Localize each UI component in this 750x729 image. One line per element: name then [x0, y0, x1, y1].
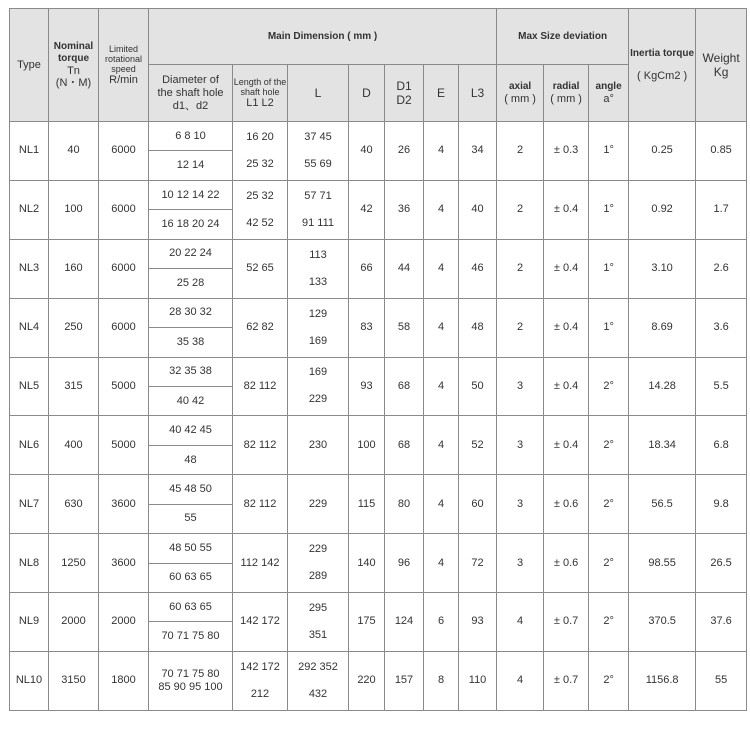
cell-inertia: 0.92 — [629, 180, 696, 239]
cell-D1-D2: 26 — [385, 122, 424, 181]
cell-L-top: 129 — [308, 307, 328, 320]
cell-D: 220 — [349, 651, 385, 710]
cell-angle: 2° — [589, 534, 629, 593]
cell-D1-D2: 68 — [385, 357, 424, 416]
cell-L: 229 — [288, 475, 349, 534]
cell-angle: 2° — [589, 475, 629, 534]
cell-weight: 0.85 — [696, 122, 747, 181]
cell-nominal-torque: 630 — [49, 475, 99, 534]
cell-angle: 2° — [589, 593, 629, 652]
cell-weight: 9.8 — [696, 475, 747, 534]
cell-radial: ± 0.4 — [544, 239, 589, 298]
cell-L — [288, 180, 349, 239]
cell-D1-D2: 157 — [385, 651, 424, 710]
cell-shaft-diameter-top: 48 50 55 — [149, 534, 233, 563]
cell-radial: ± 0.4 — [544, 416, 589, 475]
cell-axial: 3 — [497, 416, 544, 475]
cell-speed: 6000 — [99, 180, 149, 239]
cell-shaft-length: 112 142 — [233, 534, 288, 593]
cell-radial: ± 0.4 — [544, 357, 589, 416]
cell-axial: 4 — [497, 593, 544, 652]
cell-shaft-length — [233, 122, 288, 181]
cell-D: 66 — [349, 239, 385, 298]
cell-E: 4 — [424, 298, 459, 357]
cell-angle: 1° — [589, 298, 629, 357]
table-row — [10, 122, 747, 151]
table-row — [10, 298, 747, 327]
cell-E: 4 — [424, 475, 459, 534]
cell-L-bottom: 169 — [308, 334, 328, 347]
cell-type: NL6 — [10, 416, 49, 475]
cell-L — [288, 593, 349, 652]
cell-shaft-diameter-top: 70 71 75 80 — [149, 651, 233, 680]
cell-inertia: 56.5 — [629, 475, 696, 534]
header-D: D — [349, 65, 385, 122]
cell-speed: 1800 — [99, 651, 149, 710]
cell-D: 42 — [349, 180, 385, 239]
cell-axial: 2 — [497, 298, 544, 357]
header-weight: Weight Kg — [696, 9, 747, 122]
coupling-spec-table — [9, 8, 747, 711]
cell-shaft-diameter-top: 40 42 45 — [149, 416, 233, 445]
cell-D: 100 — [349, 416, 385, 475]
cell-inertia: 1156.8 — [629, 651, 696, 710]
cell-shaft-diameter-top: 6 8 10 — [149, 122, 233, 151]
cell-D1-D2: 80 — [385, 475, 424, 534]
cell-shaft-diameter-bottom: 12 14 — [149, 151, 233, 180]
header-inertia-torque: Inertia torque ( KgCm2 ) — [629, 9, 696, 122]
cell-L-top: 295 — [308, 601, 328, 614]
cell-radial: ± 0.7 — [544, 593, 589, 652]
cell-L3: 93 — [459, 593, 497, 652]
header-axial: axial ( mm ) — [497, 65, 544, 122]
cell-inertia: 0.25 — [629, 122, 696, 181]
cell-shaft-length: 82 112 — [233, 475, 288, 534]
cell-speed: 5000 — [99, 416, 149, 475]
header-L3: L3 — [459, 65, 497, 122]
cell-angle: 1° — [589, 122, 629, 181]
cell-shaft-diameter-top: 60 63 65 — [149, 593, 233, 622]
cell-weight: 1.7 — [696, 180, 747, 239]
cell-axial: 3 — [497, 534, 544, 593]
cell-shaft-length-top: 25 32 — [246, 189, 274, 202]
cell-nominal-torque: 315 — [49, 357, 99, 416]
header-E: E — [424, 65, 459, 122]
cell-radial: ± 0.4 — [544, 298, 589, 357]
cell-shaft-diameter-top: 20 22 24 — [149, 239, 233, 268]
table-row — [10, 357, 747, 386]
cell-weight: 6.8 — [696, 416, 747, 475]
cell-speed: 6000 — [99, 239, 149, 298]
cell-L — [288, 534, 349, 593]
cell-L — [288, 122, 349, 181]
cell-shaft-diameter-top: 28 30 32 — [149, 298, 233, 327]
cell-D: 175 — [349, 593, 385, 652]
header-L: L — [288, 65, 349, 122]
header-radial: radial ( mm ) — [544, 65, 589, 122]
cell-angle: 1° — [589, 239, 629, 298]
cell-E: 4 — [424, 180, 459, 239]
table-row — [10, 651, 747, 680]
cell-inertia: 98.55 — [629, 534, 696, 593]
cell-weight: 5.5 — [696, 357, 747, 416]
cell-radial: ± 0.6 — [544, 475, 589, 534]
table-row — [10, 180, 747, 209]
cell-D: 40 — [349, 122, 385, 181]
cell-shaft-length — [233, 180, 288, 239]
cell-axial: 2 — [497, 122, 544, 181]
cell-E: 4 — [424, 239, 459, 298]
cell-nominal-torque: 1250 — [49, 534, 99, 593]
cell-speed: 3600 — [99, 475, 149, 534]
cell-D: 140 — [349, 534, 385, 593]
cell-type: NL5 — [10, 357, 49, 416]
cell-weight: 37.6 — [696, 593, 747, 652]
cell-speed: 6000 — [99, 298, 149, 357]
table-row — [10, 534, 747, 563]
cell-weight: 26.5 — [696, 534, 747, 593]
header-angle: angle a° — [589, 65, 629, 122]
header-main-dimension: Main Dimension ( mm ) — [149, 9, 497, 65]
cell-shaft-diameter-top: 45 48 50 — [149, 475, 233, 504]
cell-speed: 6000 — [99, 122, 149, 181]
cell-L3: 72 — [459, 534, 497, 593]
cell-D1-D2: 44 — [385, 239, 424, 298]
cell-nominal-torque: 400 — [49, 416, 99, 475]
cell-D1-D2: 58 — [385, 298, 424, 357]
cell-L-bottom: 91 111 — [301, 216, 334, 229]
cell-shaft-length-bottom: 212 — [250, 687, 270, 700]
cell-angle: 2° — [589, 357, 629, 416]
cell-speed: 5000 — [99, 357, 149, 416]
cell-radial: ± 0.3 — [544, 122, 589, 181]
table-row — [10, 593, 747, 622]
header-limited-speed: Limited rotational speed R/min — [99, 9, 149, 122]
cell-L — [288, 357, 349, 416]
cell-nominal-torque: 40 — [49, 122, 99, 181]
cell-nominal-torque: 3150 — [49, 651, 99, 710]
cell-type: NL8 — [10, 534, 49, 593]
cell-L-bottom: 432 — [308, 687, 328, 700]
table-row — [10, 475, 747, 504]
cell-type: NL9 — [10, 593, 49, 652]
cell-L — [288, 239, 349, 298]
cell-axial: 3 — [497, 357, 544, 416]
cell-L-top: 37 45 — [304, 130, 332, 143]
cell-L-top: 113 — [309, 248, 327, 261]
cell-shaft-diameter-bottom: 48 — [149, 445, 233, 474]
header-max-size-deviation: Max Size deviation — [497, 9, 629, 65]
cell-L-bottom: 229 — [308, 393, 328, 406]
cell-angle: 2° — [589, 416, 629, 475]
cell-weight: 2.6 — [696, 239, 747, 298]
cell-shaft-diameter-bottom: 40 42 — [149, 386, 233, 415]
cell-shaft-length: 82 112 — [233, 416, 288, 475]
cell-shaft-diameter-top: 32 35 38 — [149, 357, 233, 386]
cell-L — [288, 651, 349, 710]
cell-shaft-diameter-bottom: 85 90 95 100 — [149, 681, 233, 710]
cell-radial: ± 0.4 — [544, 180, 589, 239]
table-row — [10, 239, 747, 268]
cell-axial: 4 — [497, 651, 544, 710]
cell-D: 83 — [349, 298, 385, 357]
cell-angle: 1° — [589, 180, 629, 239]
cell-nominal-torque: 160 — [49, 239, 99, 298]
cell-type: NL2 — [10, 180, 49, 239]
cell-axial: 2 — [497, 180, 544, 239]
cell-L3: 50 — [459, 357, 497, 416]
cell-shaft-length: 52 65 — [233, 239, 288, 298]
cell-inertia: 370.5 — [629, 593, 696, 652]
cell-speed: 2000 — [99, 593, 149, 652]
cell-axial: 3 — [497, 475, 544, 534]
cell-D1-D2: 96 — [385, 534, 424, 593]
cell-L-bottom: 133 — [308, 275, 328, 288]
cell-L-top: 169 — [308, 366, 328, 379]
cell-L-bottom: 289 — [308, 570, 328, 583]
cell-L3: 52 — [459, 416, 497, 475]
cell-L-top: 57 71 — [304, 189, 332, 202]
header-nominal-torque: Nominal torque Tn (N・M) — [49, 9, 99, 122]
cell-L3: 110 — [459, 651, 497, 710]
cell-D: 115 — [349, 475, 385, 534]
cell-shaft-length-bottom: 25 32 — [246, 157, 274, 170]
cell-shaft-diameter-top: 10 12 14 22 — [149, 180, 233, 209]
cell-E: 4 — [424, 122, 459, 181]
cell-shaft-diameter-bottom: 25 28 — [149, 269, 233, 298]
cell-D1-D2: 36 — [385, 180, 424, 239]
cell-E: 8 — [424, 651, 459, 710]
cell-type: NL1 — [10, 122, 49, 181]
cell-E: 4 — [424, 357, 459, 416]
cell-weight: 55 — [696, 651, 747, 710]
cell-L-top: 292 352 — [298, 660, 338, 673]
cell-E: 4 — [424, 534, 459, 593]
cell-nominal-torque: 250 — [49, 298, 99, 357]
cell-E: 4 — [424, 416, 459, 475]
cell-inertia: 18.34 — [629, 416, 696, 475]
cell-D: 93 — [349, 357, 385, 416]
cell-L3: 48 — [459, 298, 497, 357]
cell-L-top: 229 — [308, 543, 328, 556]
cell-L-bottom: 351 — [308, 628, 328, 641]
cell-shaft-length-top: 16 20 — [246, 130, 274, 143]
cell-nominal-torque: 100 — [49, 180, 99, 239]
cell-type: NL3 — [10, 239, 49, 298]
cell-shaft-diameter-bottom: 60 63 65 — [149, 563, 233, 592]
cell-nominal-torque: 2000 — [49, 593, 99, 652]
cell-inertia: 3.10 — [629, 239, 696, 298]
cell-type: NL7 — [10, 475, 49, 534]
header-D1-D2: D1 D2 — [385, 65, 424, 122]
cell-weight: 3.6 — [696, 298, 747, 357]
cell-L3: 46 — [459, 239, 497, 298]
header-type: Type — [10, 9, 49, 122]
cell-L — [288, 298, 349, 357]
cell-shaft-length: 62 82 — [233, 298, 288, 357]
table-row — [10, 416, 747, 445]
cell-inertia: 14.28 — [629, 357, 696, 416]
cell-shaft-diameter-bottom: 16 18 20 24 — [149, 210, 233, 239]
cell-L3: 60 — [459, 475, 497, 534]
cell-shaft-diameter-bottom: 55 — [149, 504, 233, 533]
cell-radial: ± 0.6 — [544, 534, 589, 593]
header-shaft-hole-diameter: Diameter of the shaft hole d1、d2 — [149, 65, 233, 122]
cell-shaft-diameter-bottom: 35 38 — [149, 328, 233, 357]
cell-shaft-length-bottom: 42 52 — [246, 216, 274, 229]
header-shaft-hole-length: Length of the shaft hole L1 L2 — [233, 65, 288, 122]
cell-shaft-length — [233, 651, 288, 710]
cell-shaft-diameter-bottom: 70 71 75 80 — [149, 622, 233, 651]
cell-radial: ± 0.7 — [544, 651, 589, 710]
cell-D1-D2: 124 — [385, 593, 424, 652]
cell-type: NL4 — [10, 298, 49, 357]
cell-shaft-length: 142 172 — [233, 593, 288, 652]
cell-inertia: 8.69 — [629, 298, 696, 357]
cell-shaft-length: 82 112 — [233, 357, 288, 416]
cell-speed: 3600 — [99, 534, 149, 593]
cell-L3: 34 — [459, 122, 497, 181]
cell-L: 230 — [288, 416, 349, 475]
cell-D1-D2: 68 — [385, 416, 424, 475]
cell-angle: 2° — [589, 651, 629, 710]
cell-axial: 2 — [497, 239, 544, 298]
cell-L-bottom: 55 69 — [304, 157, 332, 170]
cell-E: 6 — [424, 593, 459, 652]
cell-L3: 40 — [459, 180, 497, 239]
cell-shaft-length-top: 142 172 — [240, 660, 280, 673]
cell-type: NL10 — [10, 651, 49, 710]
